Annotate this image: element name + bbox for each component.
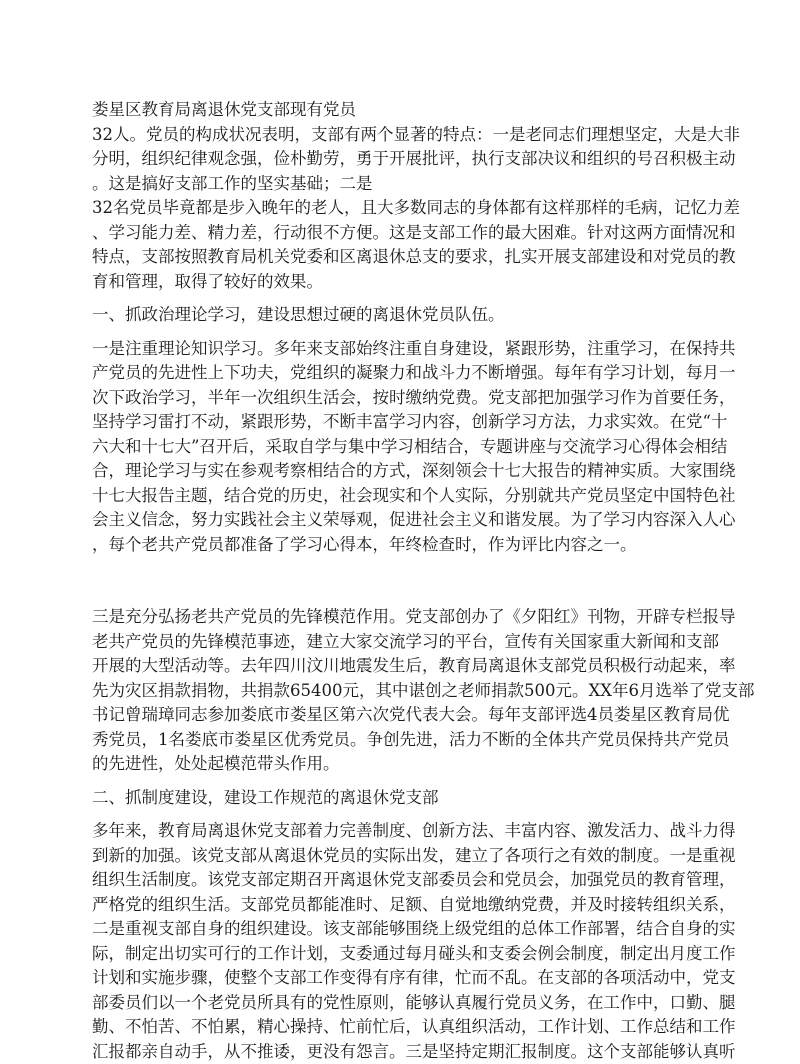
text-line: 老共产党员的先锋模范事迹，建立大家交流学习的平台，宣传有关国家重大新闻和支部 <box>92 630 710 655</box>
text-line: 十七大报告主题，结合党的历史，社会现实和个人实际，分别就共产党员坚定中国特色社 <box>92 484 710 509</box>
text-line: 秀党员，1名娄底市娄星区优秀党员。争创先进，活力不断的全体共产党员保持共产党员 <box>92 728 710 753</box>
text-line: 分明，组织纪律观念强，俭朴勤劳，勇于开展批评，执行支部决议和组织的号召积极主动 <box>92 147 710 172</box>
text-line: 先为灾区捐款捐物，共捐款65400元，其中谌创之老师捐款500元。XX年6月选举了党支部 <box>92 679 710 704</box>
text-line: 次下政治学习，半年一次组织生活会，按时缴纳党费。党支部把加强学习作为首要任务， <box>92 386 710 411</box>
text-line: 合，理论学习与实在参观考察相结合的方式，深刻领会十七大报告的精神实质。大家围绕 <box>92 459 710 484</box>
paragraph-2 <box>92 196 710 294</box>
section-heading-2: 二、抓制度建设，建设工作规范的离退休党支部 <box>92 786 710 811</box>
text-line: 三是充分弘扬老共产党员的先锋模范作用。党支部创办了《夕阳红》刊物，开辟专栏报导 <box>92 605 710 630</box>
text-line: 组织生活制度。该党支部定期召开离退休党支部委员会和党员会，加强党员的教育管理， <box>92 868 710 893</box>
text-line: 育和管理，取得了较好的效果。 <box>92 270 710 295</box>
document-body <box>92 98 710 1064</box>
text-line: 产党员的先进性上下功夫，党组织的凝聚力和战斗力不断增强。每年有学习计划，每月一 <box>92 361 710 386</box>
section-heading-1: 一、抓政治理论学习，建设思想过硬的离退休党员队伍。 <box>92 303 710 328</box>
text-line: 32名党员毕竟都是步入晚年的老人，且大多数同志的身体都有这样那样的毛病，记忆力差 <box>92 196 710 221</box>
text-line: 32人。党员的构成状况表明，支部有两个显著的特点：一是老同志们理想坚定，大是大非 <box>92 123 710 148</box>
text-line: 际，制定出切实可行的工作计划，支委通过每月碰头和支委会例会制度，制定出月度工作 <box>92 942 710 967</box>
text-line: 开展的大型活动等。去年四川汶川地震发生后，教育局离退休支部党员积极行动起来，率 <box>92 654 710 679</box>
text-line: 汇报都亲自动手，从不推诿，更没有怨言。三是坚持定期汇报制度。这个支部能够认真听 <box>92 1040 710 1064</box>
text-line: 会主义信念，努力实践社会主义荣辱观，促进社会主义和谐发展。为了学习内容深入人心 <box>92 508 710 533</box>
text-line: 六大和十七大”召开后，采取自学与集中学习相结合，专题讲座与交流学习心得体会相结 <box>92 435 710 460</box>
paragraph-4 <box>92 605 710 777</box>
text-line: ，每个老共产党员都准备了学习心得本，年终检查时，作为评比内容之一。 <box>92 533 710 558</box>
text-line: 多年来，教育局离退休党支部着力完善制度、创新方法、丰富内容、激发活力、战斗力得 <box>92 819 710 844</box>
text-line: 部委员们以一个老党员所具有的党性原则，能够认真履行党员义务，在工作中，口勤、腿 <box>92 991 710 1016</box>
document-title: 娄星区教育局离退休党支部现有党员 <box>92 98 710 123</box>
text-line: 二是重视支部自身的组织建设。该支部能够围绕上级党组的总体工作部署，结合自身的实 <box>92 917 710 942</box>
text-line: 一是注重理论知识学习。多年来支部始终注重自身建设，紧跟形势，注重学习，在保持共 <box>92 337 710 362</box>
text-line: 、学习能力差、精力差，行动很不方便。这是支部工作的最大困难。针对这两方面情况和 <box>92 221 710 246</box>
text-line: 。这是搞好支部工作的坚实基础；二是 <box>92 172 710 197</box>
paragraph-5 <box>92 819 710 1064</box>
text-line: 坚持学习雷打不动，紧跟形势，不断丰富学习内容，创新学习方法，力求实效。在党“十 <box>92 410 710 435</box>
text-line: 特点，支部按照教育局机关党委和区离退休总支的要求，扎实开展支部建设和对党员的教 <box>92 245 710 270</box>
text-line: 严格党的组织生活。支部党员都能准时、足额、自觉地缴纳党费，并及时接转组织关系， <box>92 893 710 918</box>
text-line: 到新的加强。该党支部从离退休党员的实际出发，建立了各项行之有效的制度。一是重视 <box>92 844 710 869</box>
text-line: 勤、不怕苦、不怕累，精心操持、忙前忙后，认真组织活动，工作计划、工作总结和工作 <box>92 1015 710 1040</box>
text-line: 计划和实施步骤，使整个支部工作变得有序有律，忙而不乱。在支部的各项活动中，党支 <box>92 966 710 991</box>
text-line: 书记曾瑞璋同志参加娄底市娄星区第六次党代表大会。每年支部评选4员娄星区教育局优 <box>92 703 710 728</box>
text-line: 的先进性，处处起模范带头作用。 <box>92 752 710 777</box>
paragraph-1 <box>92 123 710 197</box>
paragraph-3 <box>92 337 710 558</box>
